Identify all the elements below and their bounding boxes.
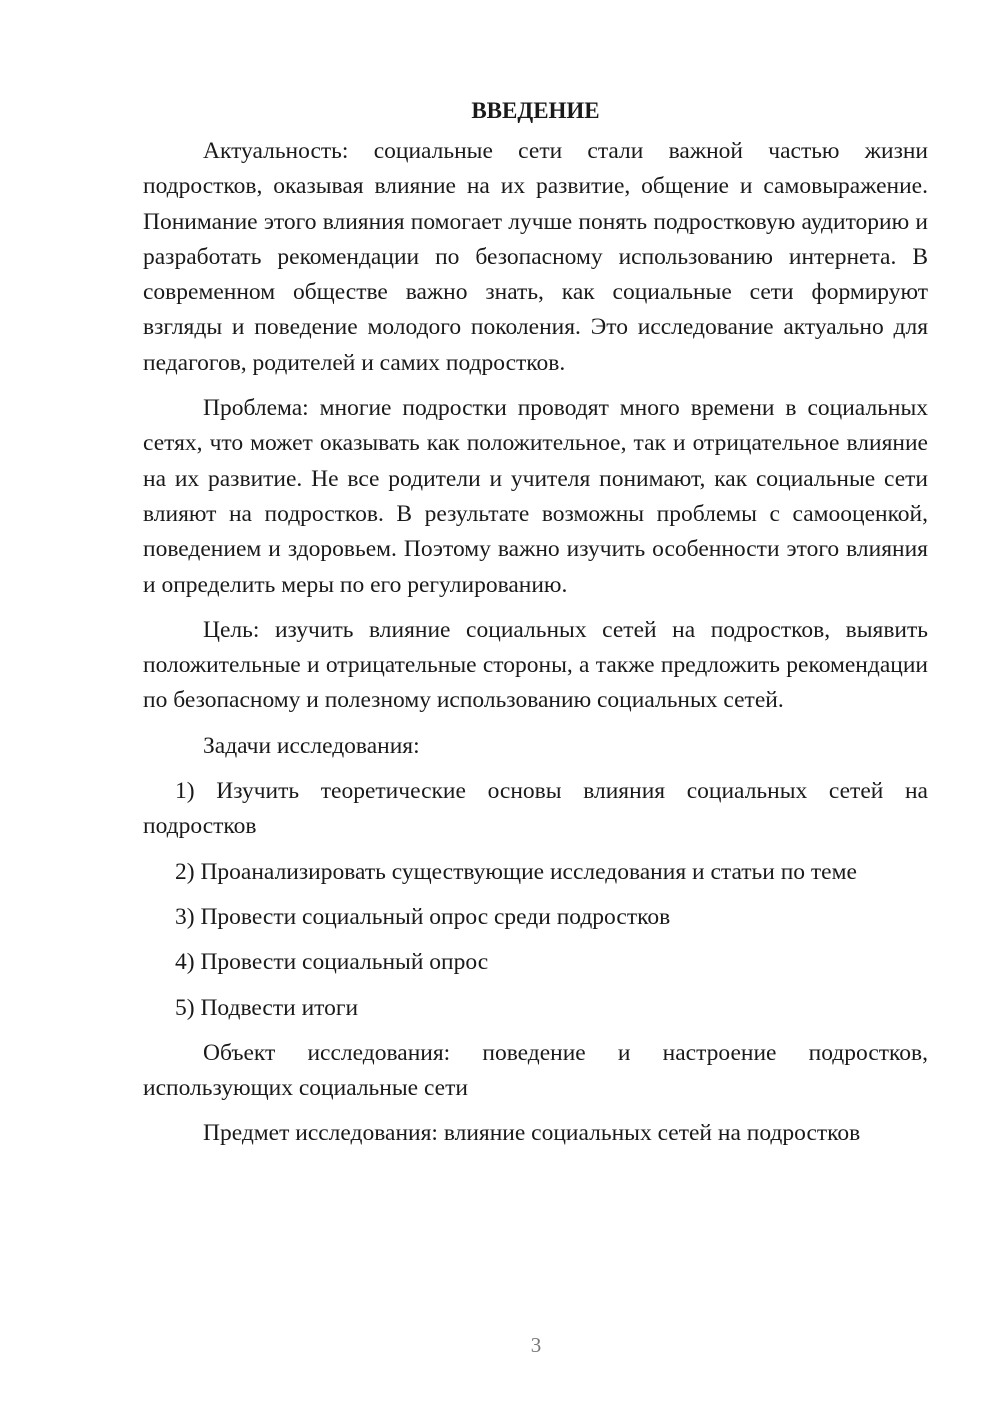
object-paragraph: Объект исследования: поведение и настроение подростков, использующих социальные сети xyxy=(143,1039,928,1102)
task-item: 5) Подвести итоги xyxy=(175,994,359,1021)
page-number: 3 xyxy=(530,1333,542,1357)
page-content xyxy=(143,93,928,1162)
tasks-label: Задачи исследования: xyxy=(203,732,420,759)
task-item: 4) Провести социальный опрос xyxy=(175,949,489,976)
task-item: 1) Изучить теоретические основы влияния социальных сетей на подростков xyxy=(143,778,928,840)
goal-paragraph: Цель: изучить влияние социальных сетей на подростков, выявить положительные и отрицательные стороны, а также предложить рекомендации по безопасному и полезному использованию социальных сетей. xyxy=(143,616,928,714)
tasks-list xyxy=(143,774,928,1026)
relevance-paragraph: Актуальность: социальные сети стали важной частью жизни подростков, оказывая влияние на их развитие, общение и самовыражение. Понимание этого влияния помогает лучше понять подростковую аудиторию и разработать рекомендации по безопасному использованию интернета. В современном обществе важно знать, как социальные сети формируют взгляды и поведение молодого поколения. Это исследование актуально для педагогов, родителей и самих подростков. xyxy=(143,138,928,376)
task-item: 3) Провести социальный опрос среди подростков xyxy=(175,903,671,930)
task-item: 2) Проанализировать существующие исследования и статьи по теме xyxy=(175,858,857,885)
problem-paragraph: Проблема: многие подростки проводят много времени в социальных сетях, что может оказывать как положительное, так и отрицательное влияние на их развитие. Не все родители и учителя понимают, как социальные сети влияют на подростков. В результате возможны проблемы с самооценкой, поведением и здоровьем. Поэтому важно изучить особенности этого влияния и определить меры по его регулированию. xyxy=(143,395,928,598)
section-heading: ВВЕДЕНИЕ xyxy=(471,98,600,123)
subject-paragraph: Предмет исследования: влияние социальных сетей на подростков xyxy=(203,1120,861,1147)
